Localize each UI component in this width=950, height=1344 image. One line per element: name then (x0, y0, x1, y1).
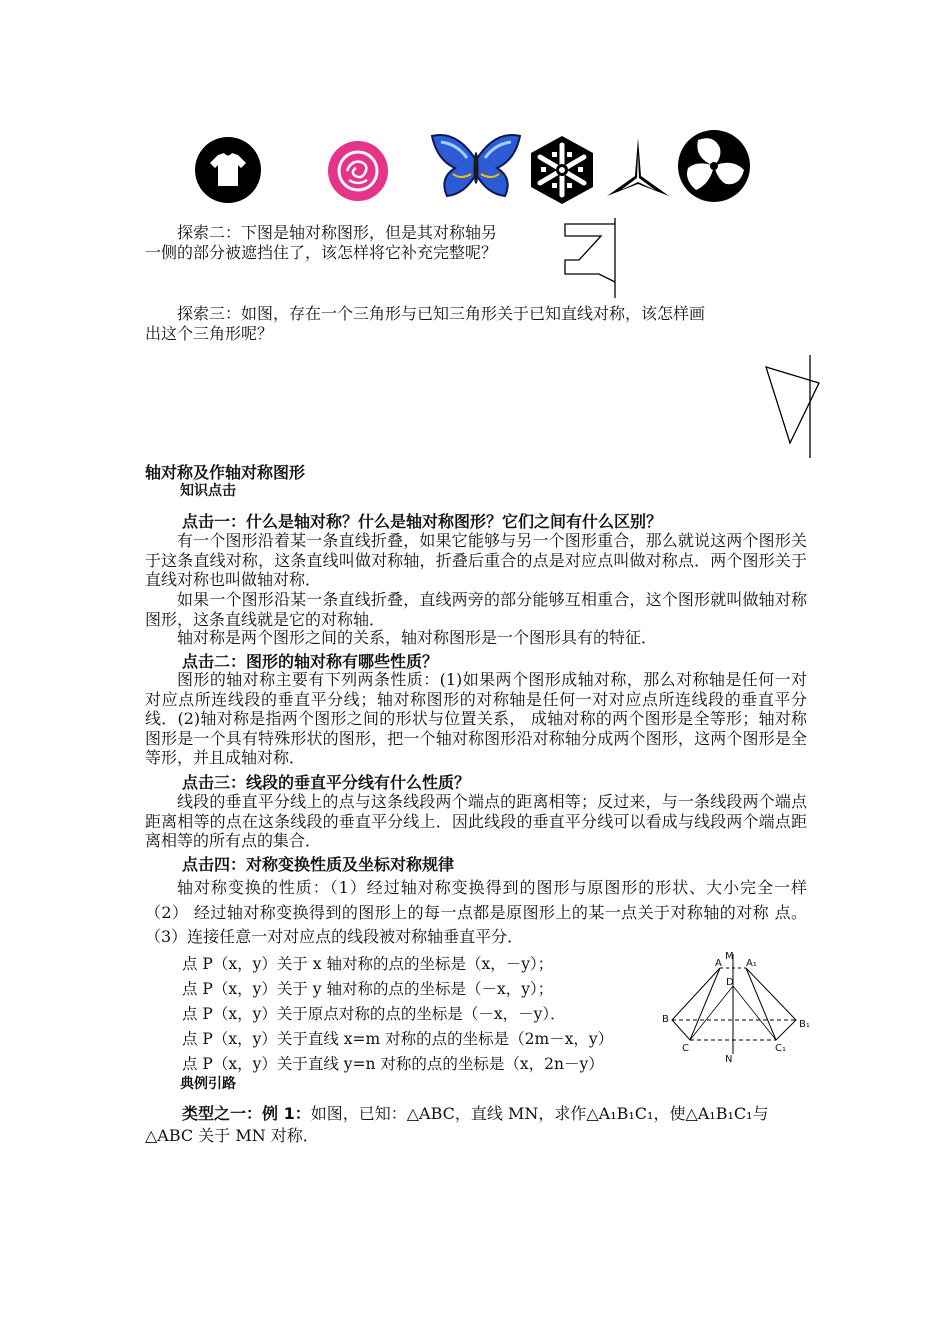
half-shape-figure (565, 218, 620, 300)
explore-two-line2: 一侧的部分被遮挡住了，该怎样将它补充完整呢？ (145, 243, 498, 262)
coord-rule-line-x: 点 P（x，y）关于直线 x=m 对称的点的坐标是（2m－x，y） (182, 1030, 614, 1048)
label-C: C (682, 1043, 689, 1054)
point1-paragraph2: 如果一个图形沿某一条直线折叠，直线两旁的部分能够互相重合，这个图形就叫做轴对称图形，这条直线就是它的对称轴． (145, 590, 807, 629)
snowflake-icon (527, 135, 597, 205)
butterfly-icon (427, 130, 525, 202)
label-B: B (662, 1014, 669, 1025)
point1-paragraph1: 有一个图形沿着某一条直线折叠，如果它能够与另一个图形重合，那么就说这两个图形关于这条直线对称，这条直线叫做对称轴，折叠后重合的点是对应点叫做对称点．两个图形关于直线对称也叫做轴对称． (145, 531, 807, 589)
tshirt-icon (193, 136, 263, 204)
swirl-icon (674, 128, 754, 204)
point2-heading: 点击二：图形的轴对称有哪些性质？ (182, 652, 439, 671)
examples-heading: 典例引路 (180, 1076, 236, 1092)
coord-rule-line-y: 点 P（x，y）关于直线 y=n 对称的点的坐标是（x，2n－y） (182, 1055, 604, 1073)
point1-paragraph3: 轴对称是两个图形之间的关系，轴对称图形是一个图形具有的特征． (177, 628, 658, 647)
point4-paragraph: 轴对称变换的性质：（1）经过轴对称变换得到的图形与原图形的形状、大小完全一样（2） 经过轴对称变换得到的图形上的每一点都是原图形上的某一点关于对称轴的对称 点。（3）连接任意一对对应点的线段被对称轴垂直平分． (145, 878, 807, 946)
point1-heading: 点击一：什么是轴对称？什么是轴对称图形？它们之间有什么区别？ (182, 512, 663, 531)
label-N: N (725, 1054, 733, 1065)
example-1-line2: △ABC 关于 MN 对称． (145, 1126, 319, 1145)
coord-rule-y-axis: 点 P（x，y）关于 y 轴对称的点的坐标是（－x，y）； (182, 980, 554, 998)
triangle-line-figure (762, 355, 822, 460)
label-B1: B₁ (799, 1019, 810, 1030)
point3-paragraph: 线段的垂直平分线上的点与这条线段两个端点的距离相等；反过来，与一条线段两个端点距离相等的点在这条线段的垂直平分线上．因此线段的垂直平分线可以看成与线段两个端点距离相等的所有点的集合． (145, 792, 807, 850)
coord-rule-origin: 点 P（x，y）关于原点对称的点的坐标是（－x，－y）． (182, 1005, 566, 1023)
label-A1: A₁ (746, 958, 757, 969)
label-A: A (715, 958, 722, 969)
point3-heading: 点击三：线段的垂直平分线有什么性质？ (182, 773, 471, 792)
label-D: D (726, 977, 734, 988)
reflection-figure (660, 948, 820, 1066)
tri-arrow-icon (605, 136, 671, 202)
label-C1: C₁ (775, 1043, 786, 1054)
explore-three-line1: 探索三：如图，存在一个三角形与已知三角形关于已知直线对称，该怎样画 (177, 304, 706, 323)
example-1-text: 如图，已知：△ABC，直线 MN，求作△A₁B₁C₁，使△A₁B₁C₁与 (310, 1104, 769, 1123)
explore-two-line1: 探索二：下图是轴对称图形，但是其对称轴另 (177, 223, 498, 242)
coord-rule-x-axis: 点 P（x，y）关于 x 轴对称的点的坐标是（x，－y）； (182, 955, 554, 973)
section-title: 轴对称及作轴对称图形 (145, 463, 306, 482)
point4-heading: 点击四：对称变换性质及坐标对称规律 (182, 855, 455, 874)
section-subtitle: 知识点击 (180, 483, 236, 499)
example-1-line1 (182, 1101, 769, 1124)
rose-icon (327, 140, 389, 202)
label-M: M (725, 951, 734, 962)
explore-three-line2: 出这个三角形呢？ (145, 324, 274, 343)
point2-paragraph: 图形的轴对称主要有下列两条性质：(1)如果两个图形成轴对称，那么对称轴是任何一对对应点所连线段的垂直平分线；轴对称图形的对称轴是任何一对对应点所连线段的垂直平分线．(2)轴对称是指两个图形之间的形状与位置关系， 成轴对称的两个图形是全等形；轴对称图形是一个具有特殊形状的图形，把一个轴对称图形沿对称轴分成两个图形，这两个图形是全等形，并且成轴对称． (145, 670, 807, 767)
example-1-type-label: 类型之一：例 1： (182, 1104, 311, 1123)
